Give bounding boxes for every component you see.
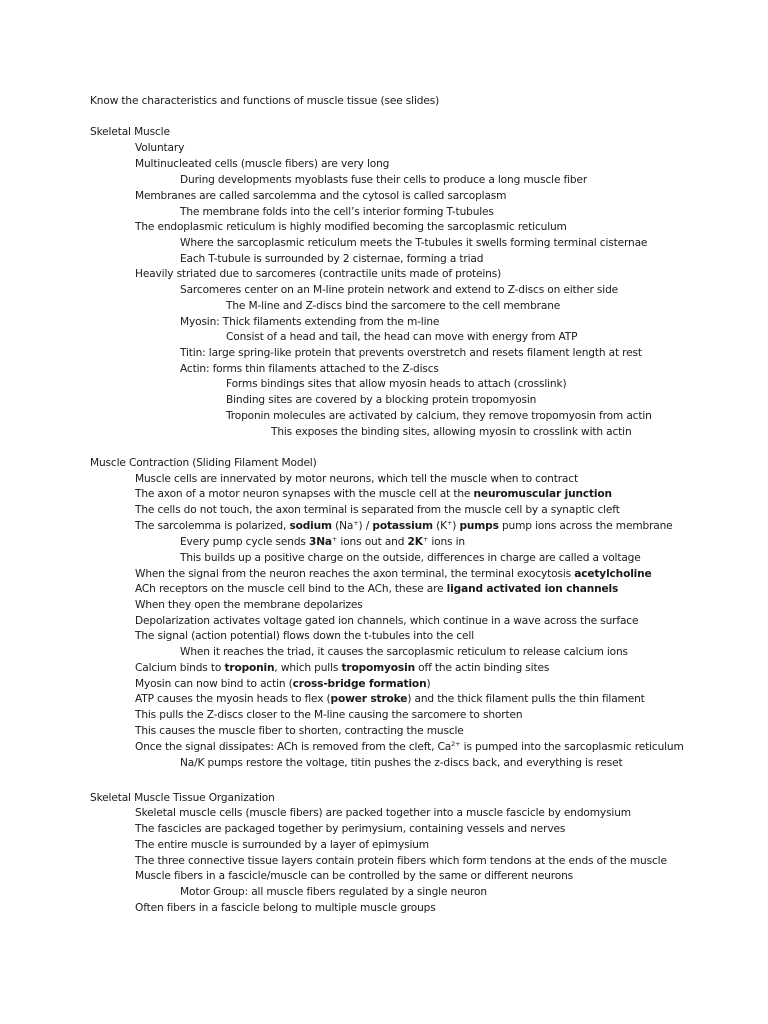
skeletal-line: Actin: forms thin filaments attached to the Z-discs xyxy=(180,363,439,375)
skeletal-line: Each T-tubule is surrounded by 2 cisternae, forming a triad xyxy=(180,253,484,265)
skeletal-line: Myosin: Thick filaments extending from the m-line xyxy=(180,316,440,328)
contraction-heading: Muscle Contraction (Sliding Filament Model) xyxy=(90,457,317,469)
skeletal-line: The M-line and Z-discs bind the sarcomere to the cell membrane xyxy=(226,300,561,312)
contraction-line: The sarcolemma is polarized, sodium (Na+) / potassium (K+) pumps pump ions across the membrane xyxy=(135,519,673,532)
skeletal-line: Forms bindings sites that allow myosin heads to attach (crosslink) xyxy=(226,378,567,390)
contraction-line: When it reaches the triad, it causes the sarcoplasmic reticulum to release calcium ions xyxy=(180,646,628,658)
skeletal-line: Voluntary xyxy=(135,142,185,154)
organization-line: Muscle fibers in a fascicle/muscle can be controlled by the same or different neurons xyxy=(135,870,574,882)
contraction-line: Depolarization activates voltage gated ion channels, which continue in a wave across the surface xyxy=(135,615,639,627)
term-neuromuscular-junction: neuromuscular junction xyxy=(473,488,612,500)
contraction-line: ACh receptors on the muscle cell bind to the ACh, these are ligand activated ion channels xyxy=(135,583,619,595)
organization-line: Motor Group: all muscle fibers regulated by a single neuron xyxy=(180,886,487,898)
contraction-line: This pulls the Z-discs closer to the M-line causing the sarcomere to shorten xyxy=(135,709,523,721)
contraction-line: When the signal from the neuron reaches the axon terminal, the terminal exocytosis acetylcholine xyxy=(135,568,652,580)
organization-line: The three connective tissue layers contain protein fibers which form tendons at the ends of the muscle xyxy=(135,855,667,867)
organization-line: Often fibers in a fascicle belong to multiple muscle groups xyxy=(135,902,436,914)
contraction-line: Myosin can now bind to actin (cross-bridge formation) xyxy=(135,678,431,690)
skeletal-line: Sarcomeres center on an M-line protein network and extend to Z-discs on either side xyxy=(180,284,619,296)
contraction-line: The cells do not touch, the axon terminal is separated from the muscle cell by a synaptic cleft xyxy=(135,504,620,516)
organization-line: Skeletal muscle cells (muscle fibers) are packed together into a muscle fascicle by endomysium xyxy=(135,807,631,819)
contraction-line: Every pump cycle sends 3Na+ ions out and 2K+ ions in xyxy=(180,535,465,548)
organization-line: The entire muscle is surrounded by a layer of epimysium xyxy=(135,839,429,851)
contraction-line: Once the signal dissipates: ACh is removed from the cleft, $Ca^{2+}$ is pumped into the sarcoplasmic reticulum xyxy=(135,740,684,753)
contraction-line: Calcium binds to troponin, which pulls tropomyosin off the actin binding sites xyxy=(135,662,550,674)
skeletal-line: Titin: large spring-like protein that prevents overstretch and resets filament length at rest xyxy=(180,347,642,359)
intro-line: Know the characteristics and functions of muscle tissue (see slides) xyxy=(90,95,440,107)
contraction-line: When they open the membrane depolarizes xyxy=(135,599,363,611)
contraction-line: Na/K pumps restore the voltage, titin pushes the z-discs back, and everything is reset xyxy=(180,757,623,769)
skeletal-line: The membrane folds into the cell’s interior forming T-tubules xyxy=(180,206,494,218)
contraction-line: This causes the muscle fiber to shorten, contracting the muscle xyxy=(135,725,464,737)
organization-heading: Skeletal Muscle Tissue Organization xyxy=(90,792,275,804)
skeletal-line: Membranes are called sarcolemma and the cytosol is called sarcoplasm xyxy=(135,190,507,202)
contraction-line: ATP causes the myosin heads to flex (power stroke) and the thick filament pulls the thin filament xyxy=(135,693,645,705)
contraction-line: The axon of a motor neuron synapses with the muscle cell at the neuromuscular junction xyxy=(135,488,612,500)
skeletal-line: Multinucleated cells (muscle fibers) are very long xyxy=(135,158,390,170)
skeletal-line: This exposes the binding sites, allowing myosin to crosslink with actin xyxy=(271,426,632,438)
skeletal-line: Heavily striated due to sarcomeres (contractile units made of proteins) xyxy=(135,268,502,280)
skeletal-line: Troponin molecules are activated by calcium, they remove tropomyosin from actin xyxy=(226,410,652,422)
skeletal-line: Binding sites are covered by a blocking protein tropomyosin xyxy=(226,394,537,406)
contraction-line: The signal (action potential) flows down the t-tubules into the cell xyxy=(135,630,474,642)
organization-line: The fascicles are packaged together by perimysium, containing vessels and nerves xyxy=(135,823,566,835)
skeletal-line: Consist of a head and tail, the head can move with energy from ATP xyxy=(226,331,578,343)
skeletal-line: During developments myoblasts fuse their cells to produce a long muscle fiber xyxy=(180,174,588,186)
skeletal-line: Where the sarcoplasmic reticulum meets the T-tubules it swells forming terminal cisternae xyxy=(180,237,648,249)
skeletal-line: The endoplasmic reticulum is highly modified becoming the sarcoplasmic reticulum xyxy=(135,221,567,233)
skeletal-heading: Skeletal Muscle xyxy=(90,126,170,138)
contraction-line: This builds up a positive charge on the outside, differences in charge are called a voltage xyxy=(180,552,641,564)
contraction-line: Muscle cells are innervated by motor neurons, which tell the muscle when to contract xyxy=(135,473,578,485)
